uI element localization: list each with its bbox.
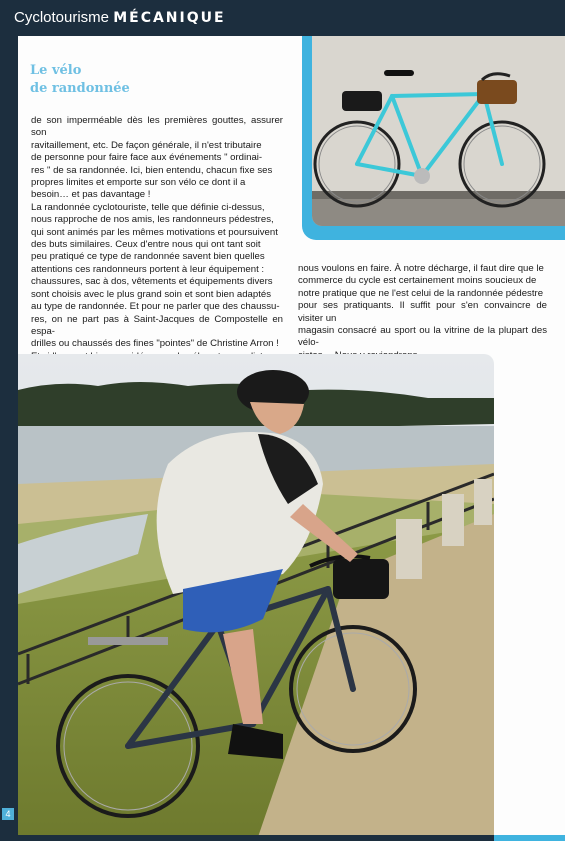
- text-line: magasin consacré au sport ou la vitrine de la plupart des vélo-: [298, 325, 547, 349]
- text-line: des buts similaires. Ceux d'entre nous qui ont tant soit: [31, 239, 261, 251]
- text-line: notre pratique que ne l'est celui de la randonnée pédestre: [298, 287, 544, 299]
- bicycle-photo: [312, 36, 565, 226]
- text-line: besoin… et pas davantage !: [31, 189, 151, 201]
- text-line: de son imperméable dès les premières gouttes, assurer son: [31, 115, 283, 139]
- header-bar: [0, 0, 565, 36]
- text-line: La randonnée cyclotouriste, telle que définie ci-dessus,: [31, 201, 265, 213]
- text-line: propres limites et emporte sur son vélo ce dont il a: [31, 177, 246, 189]
- left-bar: [0, 36, 18, 841]
- bottom-bar: [18, 835, 494, 841]
- text-line: au type de randonnée. Et pour ne parler que des chaussu-: [31, 301, 280, 313]
- text-line: res " de sa randonnée. Ici, bien entendu, chacun fixe ses: [31, 164, 273, 176]
- text-line: drilles ou chaussés des fines "pointes" de Christine Arron !: [31, 338, 279, 350]
- text-line: res, on ne part pas à Saint-Jacques de Compostelle en espa-: [31, 313, 283, 337]
- header-section: Cyclotourisme: [14, 9, 110, 26]
- text-line: nous rapproche de nos amis, les randonneurs pédestres,: [31, 214, 274, 226]
- cyclist-photo: [18, 354, 494, 837]
- text-line: sont choisis avec le plus grand soin et sont bien adaptés: [31, 288, 271, 300]
- text-column-2: [298, 263, 547, 362]
- page-number: 4: [2, 808, 14, 820]
- text-line: de personne pour faire face aux événements " ordinai-: [31, 152, 263, 164]
- subtitle-line-2: de randonnée: [30, 81, 130, 96]
- text-line: attentions ces randonneurs portent à leur équipement :: [31, 263, 265, 275]
- header-title: [14, 9, 226, 26]
- text-line: commerce du cycle est certainement moins soucieux de: [298, 275, 537, 287]
- text-line: nous voulons en faire. À notre décharge, il faut dire que le: [298, 263, 544, 274]
- header-section-title: MÉCANIQUE: [113, 10, 226, 26]
- text-line: chaussures, sac à dos, vêtements et équipements divers: [31, 276, 273, 288]
- subtitle-line-1: Le vélo: [30, 63, 82, 78]
- text-line: ravitaillement, etc. De façon générale, il n'est tributaire: [31, 139, 262, 151]
- text-line: peu pratiqué ce type de randonnée savent bien quelles: [31, 251, 265, 263]
- article-subtitle: [30, 62, 130, 98]
- text-line: pour ses pratiquants. Il suffit pour s'en convaincre de visiter un: [298, 300, 547, 324]
- bottom-accent: [494, 835, 565, 841]
- text-line: qui sont animés par les mêmes motivations et poursuivent: [31, 226, 278, 238]
